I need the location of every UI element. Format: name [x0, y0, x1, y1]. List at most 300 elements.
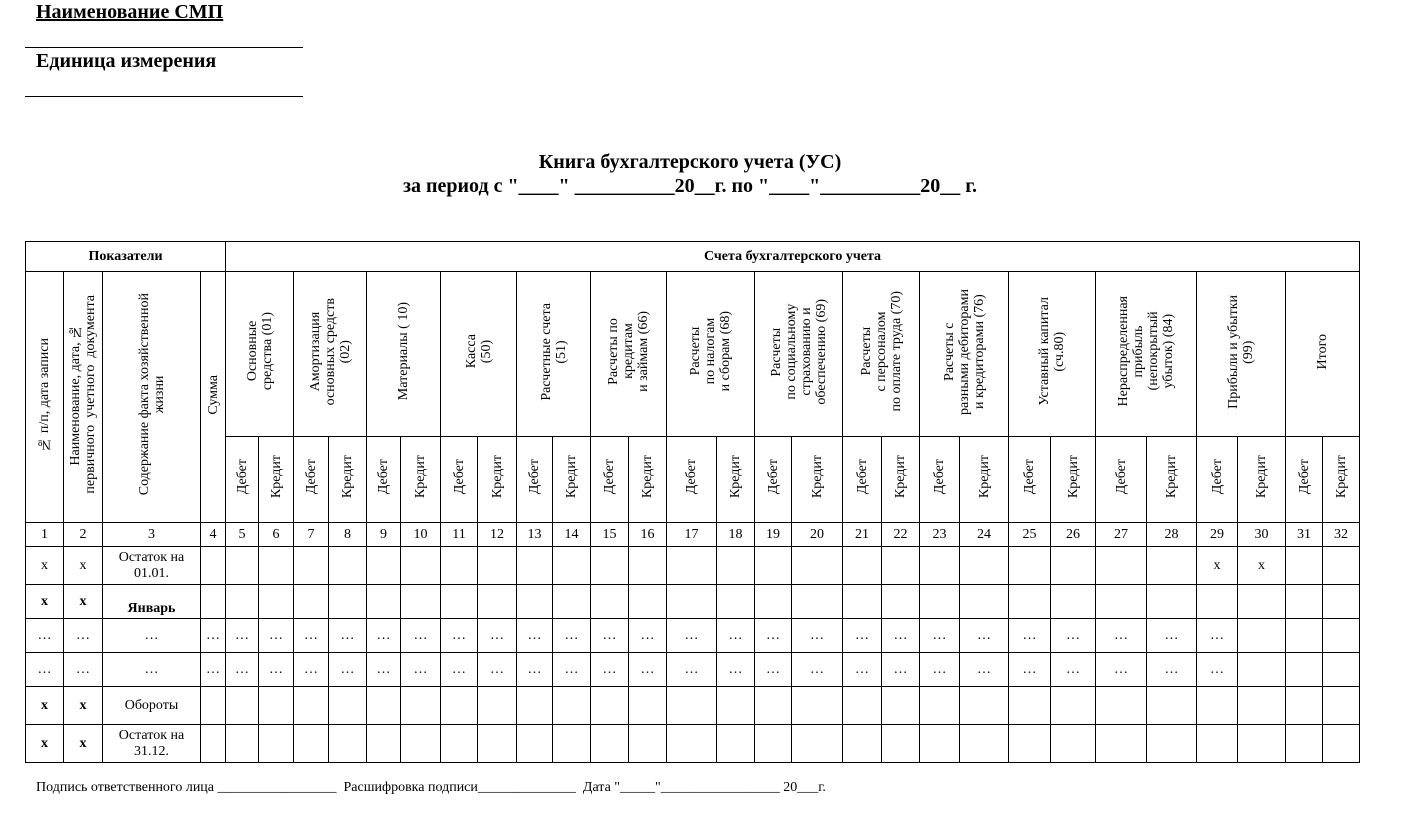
account-col-title: Нераспределенная прибыль (непокрытый убыток) (84)	[1116, 296, 1176, 407]
ellipsis-cell: …	[26, 619, 64, 653]
account-col-header	[226, 272, 294, 437]
column-number: 16	[629, 523, 667, 547]
value-cell	[401, 547, 441, 585]
column-number: 25	[1009, 523, 1051, 547]
indicator-col-title: Наименование, дата, № первичного учетного документа	[68, 295, 98, 494]
credit-label: Кредит	[809, 455, 825, 499]
ellipsis-cell: …	[667, 653, 717, 687]
account-col-title: Итого	[1315, 333, 1330, 370]
ellipsis-cell: …	[294, 653, 329, 687]
value-cell	[1197, 687, 1238, 725]
debit-label: Дебет	[684, 459, 699, 495]
column-number: 8	[329, 523, 367, 547]
value-cell	[259, 585, 294, 619]
ellipsis-cell: …	[1009, 619, 1051, 653]
value-cell	[755, 687, 792, 725]
value-cell	[1323, 619, 1360, 653]
org-name-line	[25, 47, 303, 48]
value-cell	[717, 725, 755, 763]
value-cell	[629, 725, 667, 763]
column-number: 15	[591, 523, 629, 547]
value-cell: х	[1197, 547, 1238, 585]
value-cell	[1147, 687, 1197, 725]
ellipsis-cell: …	[478, 653, 517, 687]
value-cell	[553, 585, 591, 619]
debit-col-header	[1286, 437, 1323, 523]
ellipsis-cell: …	[920, 619, 960, 653]
ellipsis-cell: …	[755, 619, 792, 653]
value-cell	[226, 547, 259, 585]
ellipsis-cell: …	[1051, 619, 1096, 653]
account-col-header	[920, 272, 1009, 437]
value-cell	[441, 687, 478, 725]
ellipsis-cell: …	[517, 619, 553, 653]
column-number: 12	[478, 523, 517, 547]
credit-col-header	[882, 437, 920, 523]
value-cell	[1009, 547, 1051, 585]
credit-label: Кредит	[340, 455, 355, 499]
group-header-row	[26, 242, 1360, 272]
ellipsis-cell: …	[103, 653, 201, 687]
value-cell	[478, 585, 517, 619]
column-number: 23	[920, 523, 960, 547]
value-cell	[259, 687, 294, 725]
account-col-title: Расчеты по социальному страхованию и обеспечению (69)	[768, 298, 829, 405]
credit-label: Кредит	[1254, 455, 1269, 499]
credit-col-header	[960, 437, 1009, 523]
account-col-header	[1096, 272, 1197, 437]
debit-col-header	[591, 437, 629, 523]
ellipsis-cell: …	[1197, 619, 1238, 653]
debit-col-header	[441, 437, 478, 523]
ellipsis-cell: …	[226, 619, 259, 653]
value-cell	[1009, 725, 1051, 763]
debit-label: Дебет	[527, 459, 542, 495]
value-cell	[1286, 585, 1323, 619]
ellipsis-cell: …	[367, 619, 401, 653]
value-cell	[1051, 547, 1096, 585]
ellipsis-cell: …	[629, 653, 667, 687]
credit-col-header	[1147, 437, 1197, 523]
value-cell	[920, 547, 960, 585]
debit-col-header	[1197, 437, 1238, 523]
credit-label: Кредит	[1164, 455, 1179, 499]
value-cell	[1009, 687, 1051, 725]
indicator-col-header	[201, 272, 226, 523]
signature-line: Подпись ответственного лица _________________ Расшифровка подписи______________ Дата "_____"_________________ 20___г.	[36, 780, 826, 795]
value-cell	[553, 725, 591, 763]
indicator-col-title: № п/п, дата записи	[37, 337, 52, 452]
ellipsis-cell: …	[1009, 653, 1051, 687]
turnover-row	[26, 687, 1360, 725]
ellipsis-cell: …	[882, 653, 920, 687]
value-cell	[201, 687, 226, 725]
debit-label: Дебет	[451, 459, 467, 495]
credit-label: Кредит	[976, 455, 992, 499]
debit-col-header	[367, 437, 401, 523]
value-cell	[517, 725, 553, 763]
value-cell	[629, 547, 667, 585]
value-cell	[667, 687, 717, 725]
account-col-title: Расчеты с персоналом по оплате труда (70)	[858, 291, 904, 412]
value-cell	[478, 725, 517, 763]
value-cell	[1147, 725, 1197, 763]
column-number: 30	[1238, 523, 1286, 547]
value-cell	[882, 547, 920, 585]
credit-col-header	[259, 437, 294, 523]
value-cell	[401, 725, 441, 763]
value-cell	[367, 687, 401, 725]
value-cell	[960, 725, 1009, 763]
ellipsis-cell: …	[1197, 653, 1238, 687]
value-cell	[960, 547, 1009, 585]
value-cell	[1238, 619, 1286, 653]
ellipsis-cell: …	[1051, 653, 1096, 687]
debit-label: Дебет	[1113, 459, 1129, 495]
credit-label: Кредит	[1333, 455, 1349, 499]
credit-col-header	[1051, 437, 1096, 523]
value-cell	[882, 725, 920, 763]
value-cell	[367, 585, 401, 619]
ellipsis-cell: …	[920, 653, 960, 687]
value-cell	[1238, 585, 1286, 619]
value-cell	[843, 585, 882, 619]
value-cell	[1051, 585, 1096, 619]
column-number: 18	[717, 523, 755, 547]
ellipsis-cell: …	[441, 653, 478, 687]
unit-line	[25, 96, 303, 97]
account-col-title: Расчетные счета (51)	[538, 302, 569, 401]
ellipsis-cell: …	[367, 653, 401, 687]
ellipsis-cell: …	[1096, 653, 1147, 687]
value-cell	[591, 547, 629, 585]
value-cell	[329, 687, 367, 725]
value-cell: х	[1238, 547, 1286, 585]
debit-col-header	[294, 437, 329, 523]
value-cell	[717, 687, 755, 725]
row-label: Январь	[127, 600, 176, 616]
column-number: 7	[294, 523, 329, 547]
account-col-title: Расчеты с разными дебиторами и кредиторами (76)	[941, 288, 987, 415]
ellipsis-cell: …	[201, 653, 226, 687]
row-label-cell	[103, 687, 201, 725]
indicator-col-header	[26, 272, 64, 523]
value-cell	[1096, 725, 1147, 763]
account-col-title: Материалы ( 10)	[396, 302, 411, 401]
january-row	[26, 585, 1360, 619]
ellipsis-cell: …	[960, 619, 1009, 653]
value-cell	[1051, 725, 1096, 763]
debit-label: Дебет	[234, 459, 250, 495]
indicator-col-header	[103, 272, 201, 523]
value-cell	[667, 547, 717, 585]
account-col-title: Расчеты по налогам и сборам (68)	[688, 311, 733, 392]
book-period: за период с "____" __________20__г. по "____"__________20__ г.	[402, 175, 978, 197]
value-cell	[1323, 547, 1360, 585]
credit-col-header	[1323, 437, 1360, 523]
value-cell	[1197, 725, 1238, 763]
ellipsis-cell: …	[329, 653, 367, 687]
account-col-header	[367, 272, 441, 437]
column-number: 20	[792, 523, 843, 547]
value-cell	[792, 725, 843, 763]
credit-label: Кредит	[413, 455, 428, 499]
indicator-col-header	[64, 272, 103, 523]
ellipsis-cell: …	[843, 653, 882, 687]
column-number: 31	[1286, 523, 1323, 547]
value-cell	[882, 687, 920, 725]
value-cell	[367, 725, 401, 763]
value-cell	[1238, 725, 1286, 763]
ellipsis-cell: …	[103, 619, 201, 653]
debit-col-header	[755, 437, 792, 523]
credit-label: Кредит	[564, 455, 579, 499]
value-cell	[1286, 619, 1323, 653]
value-cell	[1323, 725, 1360, 763]
debit-col-header	[1009, 437, 1051, 523]
x-mark-cell: х	[26, 547, 64, 585]
row-label-cell	[103, 585, 201, 619]
ellipsis-cell: …	[960, 653, 1009, 687]
value-cell	[755, 547, 792, 585]
column-number: 6	[259, 523, 294, 547]
debit-col-header	[226, 437, 259, 523]
x-mark-cell: x	[26, 585, 64, 619]
column-number: 4	[201, 523, 226, 547]
indicator-col-title: Содержание факта хозяйственной жизни	[136, 293, 167, 496]
ellipsis-cell: …	[667, 619, 717, 653]
account-col-title: Прибыли и убытки (99)	[1226, 294, 1256, 409]
column-number: 19	[755, 523, 792, 547]
value-cell	[329, 547, 367, 585]
debit-label: Дебет	[1209, 459, 1225, 495]
value-cell	[755, 585, 792, 619]
ellipsis-row	[26, 619, 1360, 653]
debit-label: Дебет	[765, 459, 781, 495]
column-number: 14	[553, 523, 591, 547]
ellipsis-cell: …	[64, 653, 103, 687]
value-cell	[882, 585, 920, 619]
account-col-header	[1197, 272, 1286, 437]
row-label: Остаток на 01.01.	[118, 549, 185, 581]
row-label: Обороты	[124, 697, 179, 713]
ellipsis-cell: …	[591, 619, 629, 653]
debit-col-header	[843, 437, 882, 523]
credit-col-header	[792, 437, 843, 523]
x-mark-cell: x	[26, 687, 64, 725]
value-cell	[920, 687, 960, 725]
credit-col-header	[717, 437, 755, 523]
account-col-title: Расчеты по кредитам и займам (66)	[606, 311, 651, 392]
debit-label: Дебет	[854, 459, 870, 495]
credit-label: Кредит	[268, 455, 284, 499]
credit-label: Кредит	[893, 455, 908, 499]
ellipsis-cell: …	[882, 619, 920, 653]
value-cell	[329, 725, 367, 763]
ellipsis-cell: …	[553, 619, 591, 653]
account-col-title: Амортизация основных средств (02)	[307, 297, 353, 406]
column-number: 2	[64, 523, 103, 547]
ellipsis-cell: …	[259, 619, 294, 653]
value-cell	[1096, 585, 1147, 619]
value-cell	[960, 687, 1009, 725]
debit-label: Дебет	[303, 459, 319, 495]
credit-col-header	[1238, 437, 1286, 523]
row-label: Остаток на 31.12.	[118, 727, 185, 759]
debit-label: Дебет	[376, 459, 391, 495]
value-cell	[843, 725, 882, 763]
account-col-title: Касса (50)	[463, 334, 494, 369]
column-number: 17	[667, 523, 717, 547]
credit-label: Кредит	[640, 455, 655, 499]
credit-label: Кредит	[489, 455, 505, 499]
account-col-header	[1009, 272, 1096, 437]
value-cell	[755, 725, 792, 763]
column-number: 32	[1323, 523, 1360, 547]
account-col-header	[517, 272, 591, 437]
account-col-header	[441, 272, 517, 437]
x-mark-cell: x	[26, 725, 64, 763]
credit-label: Кредит	[1065, 455, 1081, 499]
ellipsis-cell: …	[329, 619, 367, 653]
column-number: 22	[882, 523, 920, 547]
credit-col-header	[478, 437, 517, 523]
value-cell	[843, 547, 882, 585]
value-cell	[201, 725, 226, 763]
value-cell	[226, 725, 259, 763]
unit-label: Единица измерения	[36, 50, 217, 72]
column-number: 11	[441, 523, 478, 547]
ellipsis-cell: …	[1147, 619, 1197, 653]
ellipsis-cell: …	[717, 653, 755, 687]
ellipsis-cell: …	[226, 653, 259, 687]
value-cell	[1286, 547, 1323, 585]
value-cell	[441, 725, 478, 763]
value-cell	[1323, 653, 1360, 687]
ellipsis-cell: …	[201, 619, 226, 653]
column-number: 26	[1051, 523, 1096, 547]
value-cell	[717, 547, 755, 585]
account-col-title: Основные средства (01)	[244, 312, 275, 391]
book-title: Книга бухгалтерского учета (УС)	[538, 151, 842, 173]
column-number: 24	[960, 523, 1009, 547]
indicators-group-header: Показатели	[26, 242, 226, 272]
ellipsis-cell: …	[1096, 619, 1147, 653]
value-cell	[441, 547, 478, 585]
column-number: 21	[843, 523, 882, 547]
value-cell	[1238, 653, 1286, 687]
x-mark-cell: х	[64, 547, 103, 585]
row-label-cell	[103, 547, 201, 585]
debit-col-header	[667, 437, 717, 523]
column-number: 29	[1197, 523, 1238, 547]
value-cell	[792, 585, 843, 619]
value-cell	[553, 687, 591, 725]
account-col-header	[843, 272, 920, 437]
ellipsis-cell: …	[64, 619, 103, 653]
ellipsis-cell: …	[717, 619, 755, 653]
ellipsis-cell: …	[26, 653, 64, 687]
value-cell	[329, 585, 367, 619]
value-cell	[517, 687, 553, 725]
ellipsis-cell: …	[294, 619, 329, 653]
credit-col-header	[629, 437, 667, 523]
debit-credit-row	[26, 437, 1360, 523]
credit-label: Кредит	[728, 455, 743, 499]
account-col-header	[294, 272, 367, 437]
value-cell	[792, 547, 843, 585]
column-number: 13	[517, 523, 553, 547]
column-number: 5	[226, 523, 259, 547]
ellipsis-cell: …	[1147, 653, 1197, 687]
value-cell	[401, 585, 441, 619]
value-cell	[478, 547, 517, 585]
value-cell	[591, 725, 629, 763]
value-cell	[1147, 585, 1197, 619]
value-cell	[294, 687, 329, 725]
account-col-header	[1286, 272, 1360, 437]
value-cell	[294, 547, 329, 585]
column-number: 27	[1096, 523, 1147, 547]
value-cell	[1286, 653, 1323, 687]
ellipsis-cell: …	[401, 619, 441, 653]
ledger-table	[25, 241, 1360, 763]
credit-col-header	[329, 437, 367, 523]
ellipsis-cell: …	[441, 619, 478, 653]
value-cell	[517, 547, 553, 585]
ellipsis-row	[26, 653, 1360, 687]
ellipsis-cell: …	[553, 653, 591, 687]
value-cell	[478, 687, 517, 725]
value-cell	[960, 585, 1009, 619]
value-cell	[591, 585, 629, 619]
column-number: 28	[1147, 523, 1197, 547]
value-cell	[201, 547, 226, 585]
ellipsis-cell: …	[843, 619, 882, 653]
value-cell	[259, 547, 294, 585]
account-col-title: Уставный капитал (сч.80)	[1037, 297, 1067, 406]
accounts-group-header: Счета бухгалтерского учета	[226, 242, 1360, 272]
value-cell	[294, 585, 329, 619]
account-col-header	[591, 272, 667, 437]
value-cell	[1096, 687, 1147, 725]
column-number: 3	[103, 523, 201, 547]
value-cell	[1286, 725, 1323, 763]
org-name-label: Наименование СМП	[36, 1, 224, 23]
ellipsis-cell: …	[591, 653, 629, 687]
value-cell	[517, 585, 553, 619]
ellipsis-cell: …	[792, 619, 843, 653]
ellipsis-cell: …	[401, 653, 441, 687]
ellipsis-cell: …	[517, 653, 553, 687]
value-cell	[1323, 687, 1360, 725]
value-cell	[226, 585, 259, 619]
value-cell	[717, 585, 755, 619]
value-cell	[667, 725, 717, 763]
column-number: 9	[367, 523, 401, 547]
column-number: 1	[26, 523, 64, 547]
closing-balance-row	[26, 725, 1360, 763]
debit-label: Дебет	[932, 459, 947, 495]
column-number: 10	[401, 523, 441, 547]
ellipsis-cell: …	[259, 653, 294, 687]
ellipsis-cell: …	[629, 619, 667, 653]
value-cell	[920, 585, 960, 619]
value-cell	[1147, 547, 1197, 585]
ellipsis-cell: …	[755, 653, 792, 687]
account-col-header	[667, 272, 755, 437]
row-label-cell	[103, 725, 201, 763]
